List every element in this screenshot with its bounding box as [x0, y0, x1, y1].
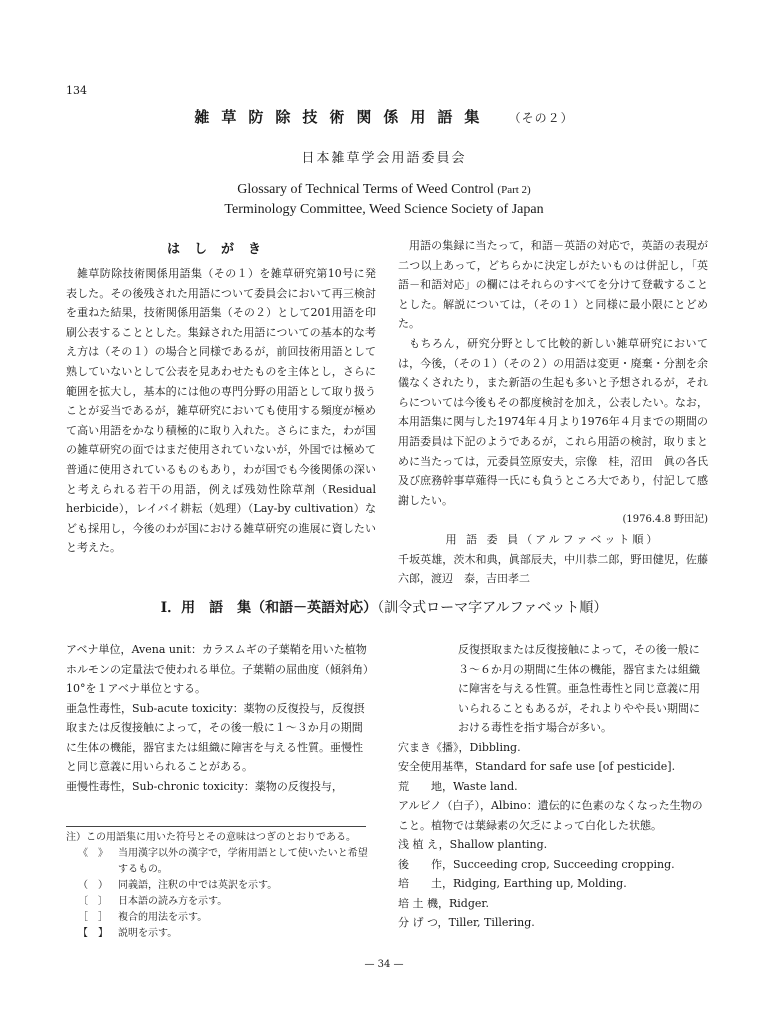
- title-english-line1: [0, 180, 768, 200]
- page-number-bottom: — 34 —: [364, 959, 404, 970]
- note-description: 同義語，注釈の中では英訳を示す。: [118, 880, 278, 891]
- title-english-main: Glossary of Technical Terms of Weed Control: [237, 182, 494, 197]
- note-row: [66, 926, 372, 942]
- title-japanese-sub: （その２）: [508, 111, 574, 125]
- entry-definition: ：薬物の反復投与，反復摂取または反復接触によって，その後一般に１～３か月の期間に生体の機能，器官または組織に障害を与える性質。亜慢性と同じ意義に用いられることがある。: [66, 701, 365, 773]
- title-japanese: [0, 106, 768, 127]
- note-symbol: 〔 〕: [78, 896, 108, 907]
- entry-english: Albino: [490, 799, 527, 812]
- title-japanese-main: 雑草防除技術関係用語集: [194, 108, 492, 126]
- note-symbol: 【 】: [78, 928, 108, 939]
- entry-term: 亜急性毒性，: [66, 701, 132, 715]
- glossary-entry: [398, 796, 710, 835]
- glossary-entry: [398, 913, 710, 933]
- note-description: 説明を示す。: [118, 928, 178, 939]
- section-heading-sub: （訓令式ローマ字アルファベット順）: [377, 600, 608, 616]
- entry-term: 培 土 機，: [398, 896, 449, 910]
- preface-left-paragraph: 雑草防除技術関係用語集（その１）を雑草研究第10号に発表した。その後残された用語について委員会において再三検討を重ねた結果，技術関係用語集（その２）として201用語を印刷公表することとした。集録された用語についての基本的な考え方は（その１）の場合と同様であるが，前回技術用語として熟していないとして公表を見あわせたものを主体とし，さらに範囲を拡大し，基本的には他の専門分野の用語として取り扱うことが妥当であるが，雑草研究においても使用する頻度が極めて高い用語をかなり積極的に取り入れた。さらにまた，わが国の雑草研究の面ではまだ使用されていないが，外国では極めて普通に使用されているものもあり，わが国でも今後関係の深いと考えられる若干の用語，例えば残効性除草剤（Residual herbicide），レイバイ耕耘（処理）（Lay-by cultivation）なども採用し，今後のわが国における雑草研究の進展に資したいと考えた。: [66, 267, 376, 555]
- committee-heading: 用 語 委 員（アルファベット順）: [445, 532, 661, 546]
- preface-right-column: [398, 236, 708, 589]
- entry-english: Shallow planting.: [449, 838, 548, 851]
- note-row: [66, 894, 372, 910]
- entry-definition: ：遺伝的に色素のなくなった生物のこと。植物では葉緑素の欠乏によって白化した状態。: [398, 799, 703, 832]
- glossary-entry: [398, 835, 710, 855]
- entry-term: 培 土，: [398, 877, 453, 890]
- section-heading: [0, 597, 768, 617]
- entry-continuation: 反復摂取または反復接触によって，その後一般に３～６か月の期間に生体の機能，器官または組織に障害を与える性質。亜急性毒性と同じ意義に用いられることもあるが，それよりやや長い期間における毒性を指す場合が多い。: [458, 643, 700, 734]
- glossary-entry: [398, 777, 710, 797]
- page-number-top: 134: [66, 84, 87, 97]
- entry-english: Waste land.: [453, 779, 518, 793]
- note-symbol: 《 》: [78, 848, 108, 859]
- note-description: 日本語の読み方を示す。: [118, 896, 228, 907]
- entry-english: Ridging, Earthing up, Molding.: [453, 877, 627, 890]
- title-english: [0, 180, 768, 220]
- glossary-entry: [398, 874, 710, 894]
- entry-term: 後 作，: [398, 857, 453, 871]
- entry-english: Ridger.: [449, 896, 489, 910]
- entry-definition: ：カラスムギの子葉鞘を用いた植物ホルモンの定量法で使われる単位。子葉鞘の屈曲度（傾斜角）10°を１アベナ単位とする。: [66, 643, 369, 695]
- author-japanese: 日本雑草学会用語委員会: [301, 151, 467, 166]
- note-description: 当用漢字以外の漢字で，学術用語として使いたいと希望するもの。: [118, 848, 368, 875]
- entry-english: Dibbling.: [469, 740, 521, 754]
- note-row: [66, 846, 372, 878]
- notes-intro: 注）この用語集に用いた符号とその意味はつぎのとおりである。: [66, 832, 356, 843]
- committee-members: 千坂英雄，茨木和典，眞部辰夫，中川恭二郎，野田健児，佐藤六郎，渡辺 泰，吉田孝二: [398, 552, 708, 586]
- entry-term: 浅 植 え，: [398, 838, 450, 851]
- notes-block: [66, 830, 372, 942]
- glossary-entry: [398, 738, 710, 758]
- preface-date-note: (1976.4.8 野田記): [622, 514, 708, 526]
- section-heading-main: Ⅰ．用 語 集（和語－英語対応）: [160, 600, 378, 616]
- entry-term: 荒 地，: [398, 779, 453, 793]
- entry-english: Avena unit: [131, 643, 192, 656]
- entry-term: 分 げ つ，: [398, 916, 449, 929]
- notes-divider: [66, 826, 366, 827]
- entry-term: 安全使用基準，: [398, 760, 475, 773]
- glossary-entry: [66, 699, 372, 777]
- glossary-entry: [398, 894, 710, 914]
- entry-term: アベナ単位，: [66, 643, 132, 656]
- preface-right-paragraph-2: もちろん，研究分野として比較的新しい雑草研究においては，今後，（その１）（その２）の用語は変更・廃棄・分割を余儀なくされたり，また新語の生起も多いと予想されるが，それらについては今後もその都度検討を加え，公表したい。なお，本用語集に関与した1974年４月より1976年４月までの期間の用語委員は下記のようであるが，これら用語の検討，取りまとめに当たっては，元委員笠原安夫，宗像 桂，沼田 眞の各氏及び庶務幹事草薙得一氏にも負うところ大であり，付記して感謝したい。: [398, 336, 708, 507]
- glossary-entry: [66, 777, 372, 797]
- entry-english: Tiller, Tillering.: [448, 916, 535, 929]
- note-symbol: ［ ］: [78, 912, 108, 923]
- glossary-entry: [66, 640, 372, 699]
- preface-left-column: [66, 264, 376, 558]
- entry-english: Sub-chronic toxicity: [132, 779, 244, 793]
- preface-heading: はしがき: [166, 242, 275, 257]
- entry-english: Sub-acute toxicity: [132, 701, 233, 715]
- note-row: [66, 910, 372, 926]
- title-english-part: (Part 2): [497, 184, 531, 196]
- entry-definition: ：薬物の反復投与，: [243, 779, 343, 793]
- glossary-left-column: [66, 640, 372, 796]
- entry-english: Standard for safe use [of pesticide].: [475, 760, 676, 773]
- entry-english: Succeeding crop, Succeeding cropping.: [453, 857, 675, 871]
- title-english-line2: Terminology Committee, Weed Science Society of Japan: [224, 202, 544, 217]
- note-row: [66, 878, 372, 894]
- note-symbol: （ ）: [78, 880, 108, 891]
- note-description: 複合的用法を示す。: [118, 912, 208, 923]
- glossary-entry: [398, 757, 710, 777]
- glossary-entry: [398, 855, 710, 875]
- entry-term: アルビノ（白子），: [398, 799, 491, 812]
- entry-term: 穴まき《播》，: [398, 740, 470, 754]
- glossary-right-column: [398, 640, 710, 933]
- preface-right-paragraph-1: 用語の集録に当たって，和語－英語の対応で，英語の表現が二つ以上あって，どちらかに決定しがたいものは併記し，「英語－和語対応」の欄にはそれらのすべてを分けて登載することとした。解説については，（その１）と同様に最小限にとどめた。: [398, 239, 708, 331]
- entry-term: 亜慢性毒性，: [66, 779, 132, 793]
